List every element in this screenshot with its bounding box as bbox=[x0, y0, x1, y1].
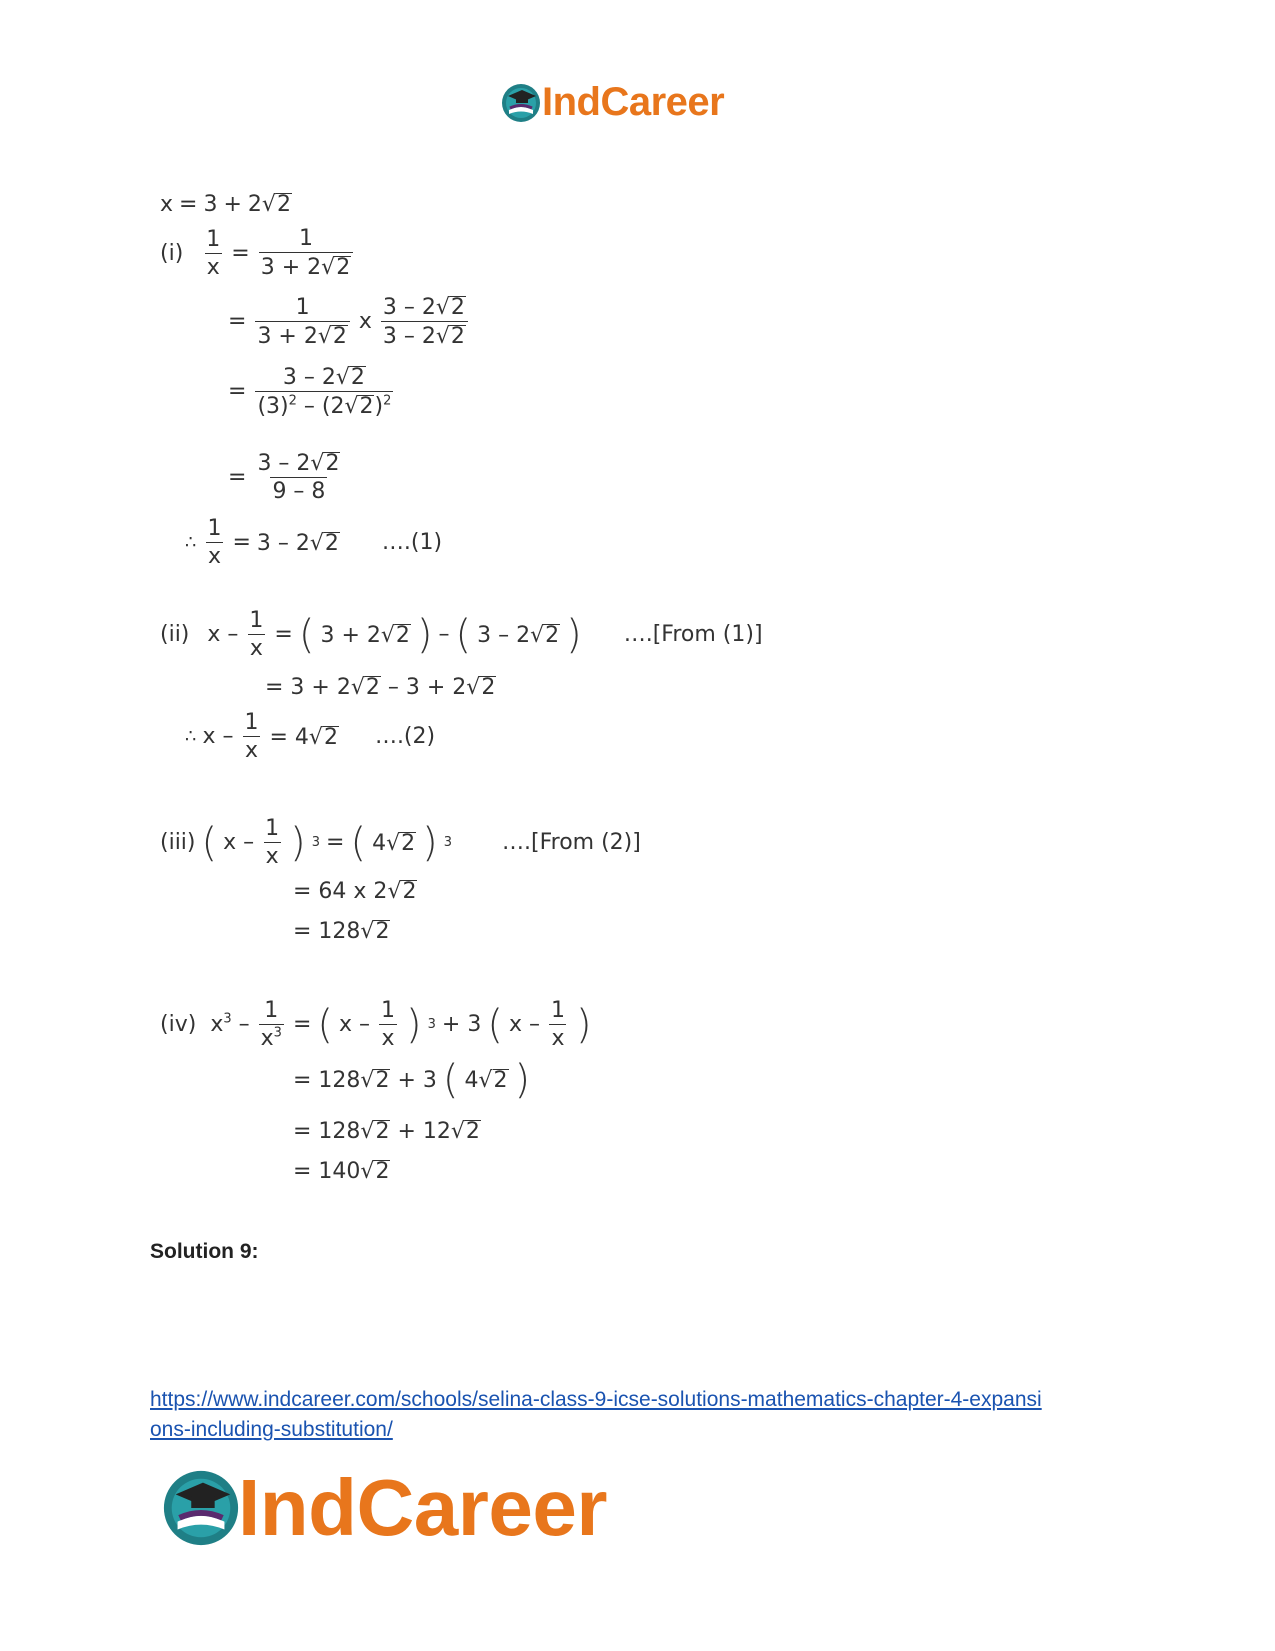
header-logo bbox=[500, 80, 724, 125]
part-ii-line-2: = 3 + 2√2 – 3 + 2√2 bbox=[265, 675, 496, 700]
part-iv-line-2: = 128√2 + 3 ( 4√2 ) bbox=[293, 1057, 531, 1103]
math-text: + 12 bbox=[390, 1119, 451, 1144]
part-ii-result: ∴ x – $\frac{1}{x}$ = 4√2 ….(2) bbox=[185, 710, 436, 763]
math-text: 2 bbox=[247, 192, 262, 217]
link-line-1: https://www.indcareer.com/schools/selina-class-9-icse-solutions-mathematics-chapter-4-expansi bbox=[150, 1388, 1042, 1411]
math-text: + 3 bbox=[390, 1067, 437, 1093]
math-text: 3 bbox=[223, 1011, 232, 1027]
equation-tag: ….[From (1)] bbox=[623, 622, 763, 647]
math-text: – 3 + 2 bbox=[380, 675, 467, 700]
math-text: = 64 x 2 bbox=[293, 879, 388, 904]
math-text: 1 bbox=[206, 226, 221, 252]
math-text: = 128 bbox=[293, 919, 361, 944]
math-text: = 3 + 2 bbox=[265, 675, 351, 700]
graduation-cap-icon bbox=[160, 1467, 242, 1549]
math-text: = 140 bbox=[293, 1159, 361, 1184]
math-text: 2 bbox=[276, 192, 291, 217]
math-text: 1 bbox=[295, 294, 310, 320]
part-label: (ii) bbox=[160, 622, 190, 647]
part-i-result: ∴ $\frac{1}{x}$ = 3 – 2√2 ….(1) bbox=[185, 516, 443, 569]
math-text: 2 bbox=[336, 255, 351, 280]
math-text: 3 bbox=[467, 1012, 482, 1037]
math-text: x bbox=[206, 254, 220, 280]
math-text: (3) bbox=[257, 394, 289, 419]
part-iv-line-4: = 140√2 bbox=[293, 1159, 390, 1184]
math-text: 2 bbox=[307, 255, 322, 280]
math-text: + bbox=[281, 255, 301, 280]
x-definition: x = 3 + 2√2 bbox=[160, 191, 291, 217]
logo-text: IndCareer bbox=[238, 1463, 607, 1552]
part-label: (i) bbox=[160, 240, 184, 266]
graduation-cap-icon bbox=[500, 82, 542, 124]
equation-tag: ….(1) bbox=[381, 530, 443, 555]
part-label: (iii) bbox=[160, 830, 196, 855]
solution-heading: Solution 9: bbox=[150, 1240, 259, 1263]
part-iii-line-3: = 128√2 bbox=[293, 919, 390, 944]
part-iii-line-1: (iii) ( x – $\frac{1}{x}$ ) 3 = ( 4√2 ) 3 ….[From (2)] bbox=[160, 816, 641, 869]
math-text: 1 bbox=[298, 226, 313, 251]
part-i-line-2: = $\frac{1}{3 + 2√2}$ x $\frac{3 - 2√2}{3 - 2√2}$ bbox=[228, 296, 471, 348]
math-text: 9 – 8 bbox=[272, 479, 326, 504]
part-i-line-4: = $\frac{3 - 2√2}{9 - 8}$ bbox=[228, 451, 340, 504]
part-iv-line-1: (iv) $x^3$ – $\frac{1}{x^3}$ = ( x – $\frac{1}{x}$ ) 3 + 3 ( x – $\frac{1}{x}$ ) bbox=[160, 998, 592, 1051]
part-iii-line-2: = 64 x 2√2 bbox=[293, 879, 417, 904]
math-text: = bbox=[179, 191, 198, 217]
math-text: + bbox=[223, 191, 242, 217]
math-text: 3 – 2 bbox=[256, 530, 310, 556]
math-text: 4 bbox=[372, 830, 387, 856]
math-text: 3 bbox=[260, 255, 275, 280]
math-text: 4 bbox=[464, 1067, 479, 1093]
footer-logo bbox=[160, 1462, 607, 1554]
math-text: = 128 bbox=[293, 1119, 361, 1144]
logo-text: IndCareer bbox=[542, 80, 725, 124]
math-text: = 128 bbox=[293, 1067, 361, 1093]
math-text: 3 bbox=[203, 191, 218, 217]
source-link[interactable] bbox=[150, 1385, 1140, 1445]
part-label: (iv) bbox=[160, 1012, 197, 1037]
part-i-line-3: = $\frac{3 - 2√2}{(3)^2 - (2√2)^2}$ bbox=[228, 365, 392, 419]
part-i-line-1: (i) $\frac{1}{x}$ = $\frac{1}{3 + 2√2}$ bbox=[160, 228, 356, 279]
equation-tag: ….[From (2)] bbox=[502, 830, 641, 855]
math-text: x bbox=[358, 309, 372, 334]
part-ii-line-1: (ii) x – $\frac{1}{x}$ = ( 3 + 2√2 ) – ( 3 – 2√2 ) ….[From (1)] bbox=[160, 608, 763, 661]
link-line-2: ons-including-substitution/ bbox=[150, 1418, 393, 1441]
math-text: 2 bbox=[288, 393, 297, 409]
equation-tag: ….(2) bbox=[374, 724, 436, 749]
math-text: = 4 bbox=[269, 724, 309, 750]
math-text: x bbox=[160, 191, 174, 217]
part-iv-line-3: = 128√2 + 12√2 bbox=[293, 1119, 480, 1144]
